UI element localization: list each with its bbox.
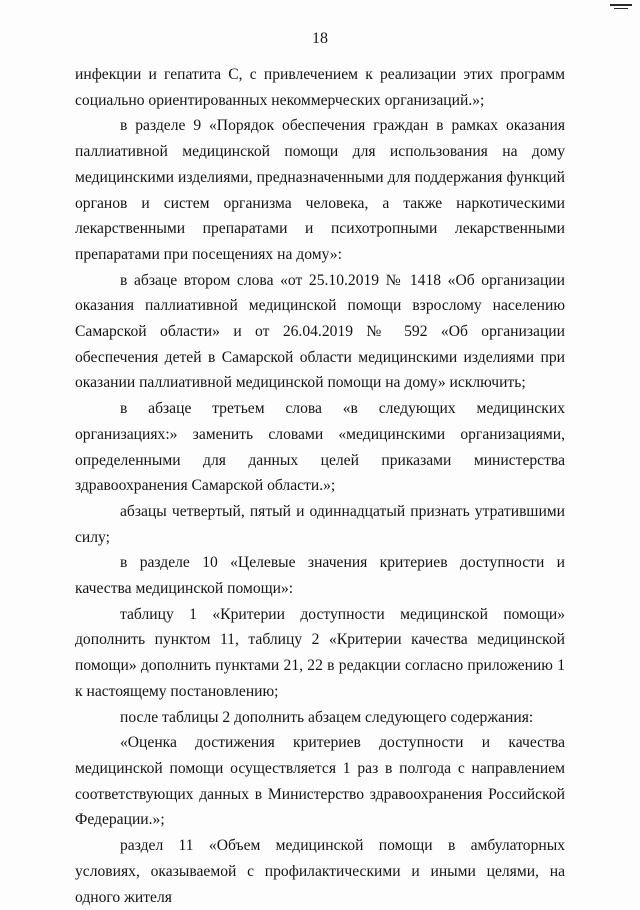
scan-mark [614,8,628,9]
paragraph: «Оценка достижения критериев доступности и качества медицинской помощи осуществляется 1 раз в полгода с направлением соответствующих данных в Министерство здравоохранения Российской Федерации.»; [75,734,565,829]
paragraph: таблицу 1 «Критерии доступности медицинской помощи» дополнить пунктом 11, таблицу 2 «Критерии качества медицинской помощи» дополнить пунктами 21, 22 в редакции согласно приложению 1 к настоящему постановлению; [75,605,565,700]
page-number: 18 [312,30,328,47]
paragraph: после таблицы 2 дополнить абзацем следующего содержания: [120,708,534,726]
paragraph: абзацы четвертый, пятый и одиннадцатый признать утратившими силу; [75,502,565,546]
paragraph: в абзаце третьем слова «в следующих медицинских организациях:» заменить словами «медицинскими организациями, определенными для данных целей приказами министерства здравоохранения Самарской области.»; [75,400,565,495]
paragraph: в разделе 10 «Целевые значения критериев доступности и качества медицинской помощи»: [75,554,565,598]
document-body [75,62,565,910]
paragraph: в разделе 9 «Порядок обеспечения граждан в рамках оказания паллиативной медицинской помощи для использования на дому медицинскими изделиями, предназначенными для поддержания функций органов и систем организма человека, а также наркотическими лекарственными препаратами и психотропными лекарственными препаратами при посещениях на дому»: [75,117,565,263]
paragraph: в абзаце втором слова «от 25.10.2019 № 1418 «Об организации оказания паллиативной медицинской помощи взрослому населению Самарской области» и от 26.04.2019 № 592 «Об организации обеспечения детей в Самарской области медицинскими изделиями при оказании паллиативной медицинской помощи на дому» исключить; [75,271,565,392]
paragraph: раздел 11 «Объем медицинской помощи в амбулаторных условиях, оказываемой с профилактическими и иными целями, на одного жителя [75,837,565,906]
paragraph-continuation: инфекции и гепатита С, с привлечением к реализации этих программ социально ориентированных некоммерческих организаций.»; [75,66,565,109]
scan-mark [610,4,632,6]
